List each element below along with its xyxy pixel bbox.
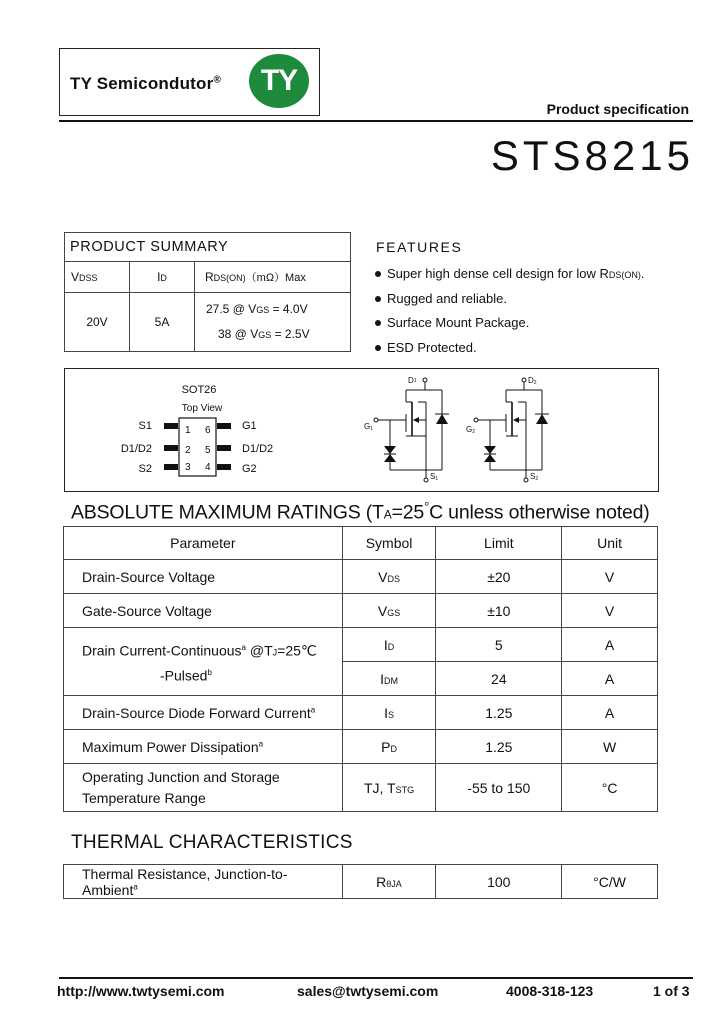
pin-lead — [164, 423, 178, 429]
part-number: STS8215 — [490, 132, 694, 179]
rds-row: 27.5 @ VGS = 4.0V — [206, 302, 308, 316]
vdss-value: 20V — [65, 293, 130, 352]
table-row: Operating Junction and Storage Temperature Range TJ, TSTG -55 to 150 °C — [64, 764, 658, 812]
feature-item: ESD Protected. — [370, 338, 644, 363]
svg-text:G1: G1 — [364, 422, 374, 432]
footer-phone: 4008-318-123 — [506, 983, 594, 999]
pin-label: G2 — [242, 463, 257, 475]
svg-text:S2: S2 — [530, 472, 539, 482]
col-vdss: VDSS — [65, 262, 130, 293]
col-header: Parameter — [64, 527, 343, 560]
pin-number: 3 — [185, 462, 191, 473]
table-row: Drain-Source Diode Forward Current$^a$ IS 1.25 A — [64, 696, 658, 730]
mosfet-schematic — [362, 370, 562, 488]
svg-text:D2: D2 — [528, 376, 537, 386]
pin-label: S1 — [138, 420, 152, 432]
table-row: IDM 24 A — [64, 662, 658, 696]
pin-label: D1/D2 — [120, 443, 152, 455]
pin-number: 5 — [205, 445, 211, 456]
header-rule — [59, 120, 693, 122]
pin-label: D1/D2 — [242, 443, 274, 455]
svg-text:G2: G2 — [466, 425, 476, 435]
summary-title: PRODUCT SUMMARY — [65, 233, 351, 262]
pin-lead — [217, 423, 231, 429]
rds-values — [195, 293, 351, 352]
pin-label: G1 — [242, 420, 257, 432]
table-row: Drain Current-Continuous$^a$ @TJ=25℃ -Pulsed$^b$ ID 5 A — [64, 628, 658, 662]
rds-row: 38 @ VGS = 2.5V — [218, 327, 310, 341]
table-row: Thermal Resistance, Junction-to-Ambient$^a$ RθJA 100 °C/W — [64, 865, 658, 899]
page-number: 1 of 3 — [653, 983, 690, 999]
bullet-icon — [375, 320, 381, 326]
mosfet-q2 — [466, 376, 549, 482]
col-header: Symbol — [342, 527, 436, 560]
col-id: ID — [130, 262, 195, 293]
thermal-heading: THERMAL CHARACTERISTICS — [71, 832, 353, 853]
pin-number: 1 — [185, 425, 191, 436]
pin-number: 4 — [205, 462, 211, 473]
footer-url[interactable]: http://www.twtysemi.com — [57, 983, 225, 999]
package-view: Top View — [181, 403, 223, 414]
table-row: Drain-Source Voltage VDS ±20 V — [64, 560, 658, 594]
product-summary-table — [64, 232, 351, 352]
pin-lead — [164, 464, 178, 470]
pinout-diagram — [64, 368, 364, 492]
abs-max-heading: ABSOLUTE MAXIMUM RATINGS (TA=25°C unless otherwise noted) — [71, 499, 650, 524]
abs-max-table — [63, 526, 658, 812]
bullet-icon — [375, 271, 381, 277]
feature-item: Surface Mount Package. — [370, 313, 644, 338]
package-name: SOT26 — [181, 384, 217, 396]
thermal-table — [63, 864, 658, 899]
svg-text:D1: D1 — [408, 376, 417, 385]
registered-mark: ® — [213, 74, 222, 86]
svg-text:S1: S1 — [430, 472, 439, 482]
table-row: Gate-Source Voltage VGS ±10 V — [64, 594, 658, 628]
feature-item: Super high dense cell design for low RDS(ON). — [370, 264, 644, 289]
pin-label: S2 — [138, 463, 152, 475]
table-row: Maximum Power Dissipation$^a$ PD 1.25 W — [64, 730, 658, 764]
bullet-icon — [375, 296, 381, 302]
mosfet-q1 — [364, 376, 449, 482]
bullet-icon — [375, 345, 381, 351]
col-rds: RDS(ON)（mΩ）Max — [195, 262, 351, 293]
pin-lead — [217, 445, 231, 451]
id-value: 5A — [130, 293, 195, 352]
feature-item: Rugged and reliable. — [370, 289, 644, 314]
footer-rule — [59, 977, 693, 979]
col-header: Unit — [562, 527, 658, 560]
features-title: FEATURES — [376, 239, 463, 255]
pin-lead — [217, 464, 231, 470]
company-name: TY Semicondutor® — [70, 74, 222, 93]
features-list — [370, 264, 644, 362]
col-header: Limit — [436, 527, 562, 560]
doc-type: Product specification — [546, 101, 689, 117]
pin-number: 6 — [205, 425, 211, 436]
company-logo: TY — [249, 54, 309, 108]
pin-number: 2 — [185, 445, 191, 456]
footer-email[interactable]: sales@twtysemi.com — [297, 983, 439, 999]
table-header-row — [64, 527, 658, 560]
pin-lead — [164, 445, 178, 451]
